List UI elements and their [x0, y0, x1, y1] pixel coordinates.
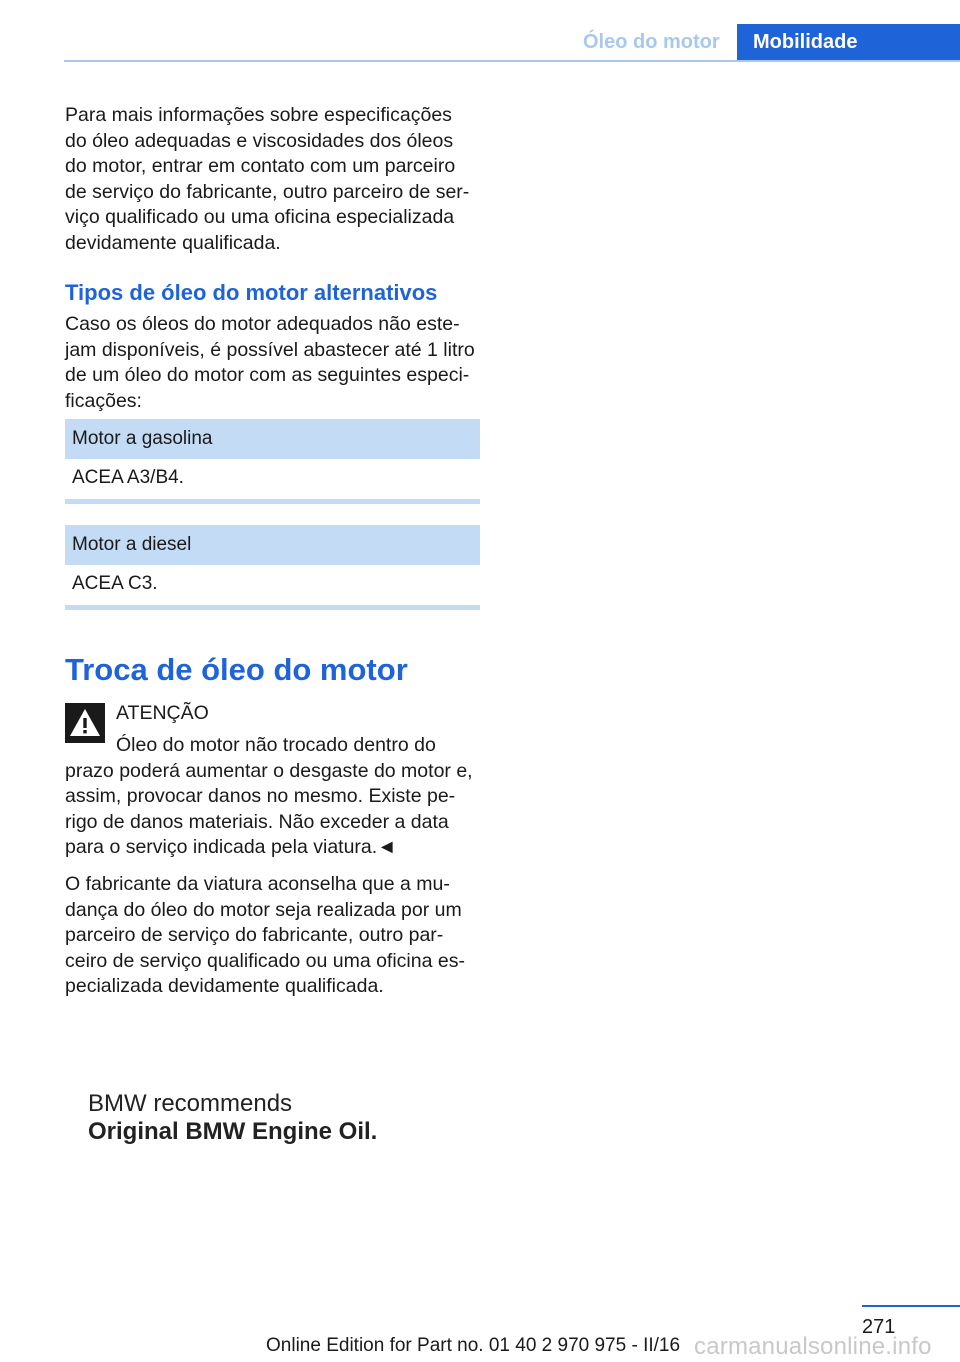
intro-paragraph: Para mais informações sobre especificações do óleo adequadas e viscosidades dos óleos do motor, entrar em contato com um parceiro de serviço do fabricante, outro parceiro de ser‐ viço qualificado ou uma oficina especializada devidamente qualificada.: [65, 104, 470, 254]
alt-oils-heading: Tipos de óleo do motor alternativos: [65, 280, 438, 305]
warning-text: Óleo do motor não trocado dentro do prazo poderá aumentar o desgaste do motor e, assim, provocar danos no mesmo. Existe pe‐ rigo de danos materiais. Não exceder a data para o serviço indicada pela viatura.◄: [65, 734, 473, 858]
watermark: carmanualsonline.info: [694, 1333, 932, 1360]
spec-table-header: Motor a gasolina: [65, 419, 480, 459]
footer-rule: [862, 1305, 960, 1307]
header-chapter-tab: [737, 24, 960, 62]
edition-footer: Online Edition for Part no. 01 40 2 970 975 - II/16: [266, 1335, 681, 1356]
ad-line-recommends: BMW recommends: [88, 1090, 293, 1117]
spec-table-gasoline: [65, 419, 480, 504]
header-section-title: Óleo do motor: [583, 31, 720, 53]
header-chapter-label: Mobilidade: [753, 31, 858, 53]
ad-line-product: Original BMW Engine Oil.: [88, 1118, 378, 1145]
spec-table-value: ACEA C3.: [72, 573, 158, 594]
oil-change-paragraph: O fabricante da viatura aconselha que a mu‐ dança do óleo do motor seja realizada por um parceiro de serviço do fabricante, outro par‐ ceiro de serviço qualificado ou uma oficina es‐ pecializada devidamente qualificada.: [65, 873, 465, 997]
warning-label: ATENÇÃO: [116, 702, 209, 724]
spec-table-value: ACEA A3/B4.: [72, 467, 184, 488]
bmw-oil-recommendation: [88, 1090, 377, 1146]
spec-table-diesel: [65, 525, 480, 610]
spec-table-header: Motor a diesel: [65, 525, 480, 565]
spec-table-rule: [65, 605, 480, 610]
page-number: 271: [862, 1316, 896, 1338]
spec-table-rule: [65, 499, 480, 504]
alt-oils-paragraph: Caso os óleos do motor adequados não este‐ jam disponíveis, é possível abastecer até 1 litro de um óleo do motor com as seguintes especi‐ ficações:: [65, 313, 475, 412]
header-rule: [64, 60, 960, 62]
oil-change-heading: Troca de óleo do motor: [65, 652, 408, 687]
